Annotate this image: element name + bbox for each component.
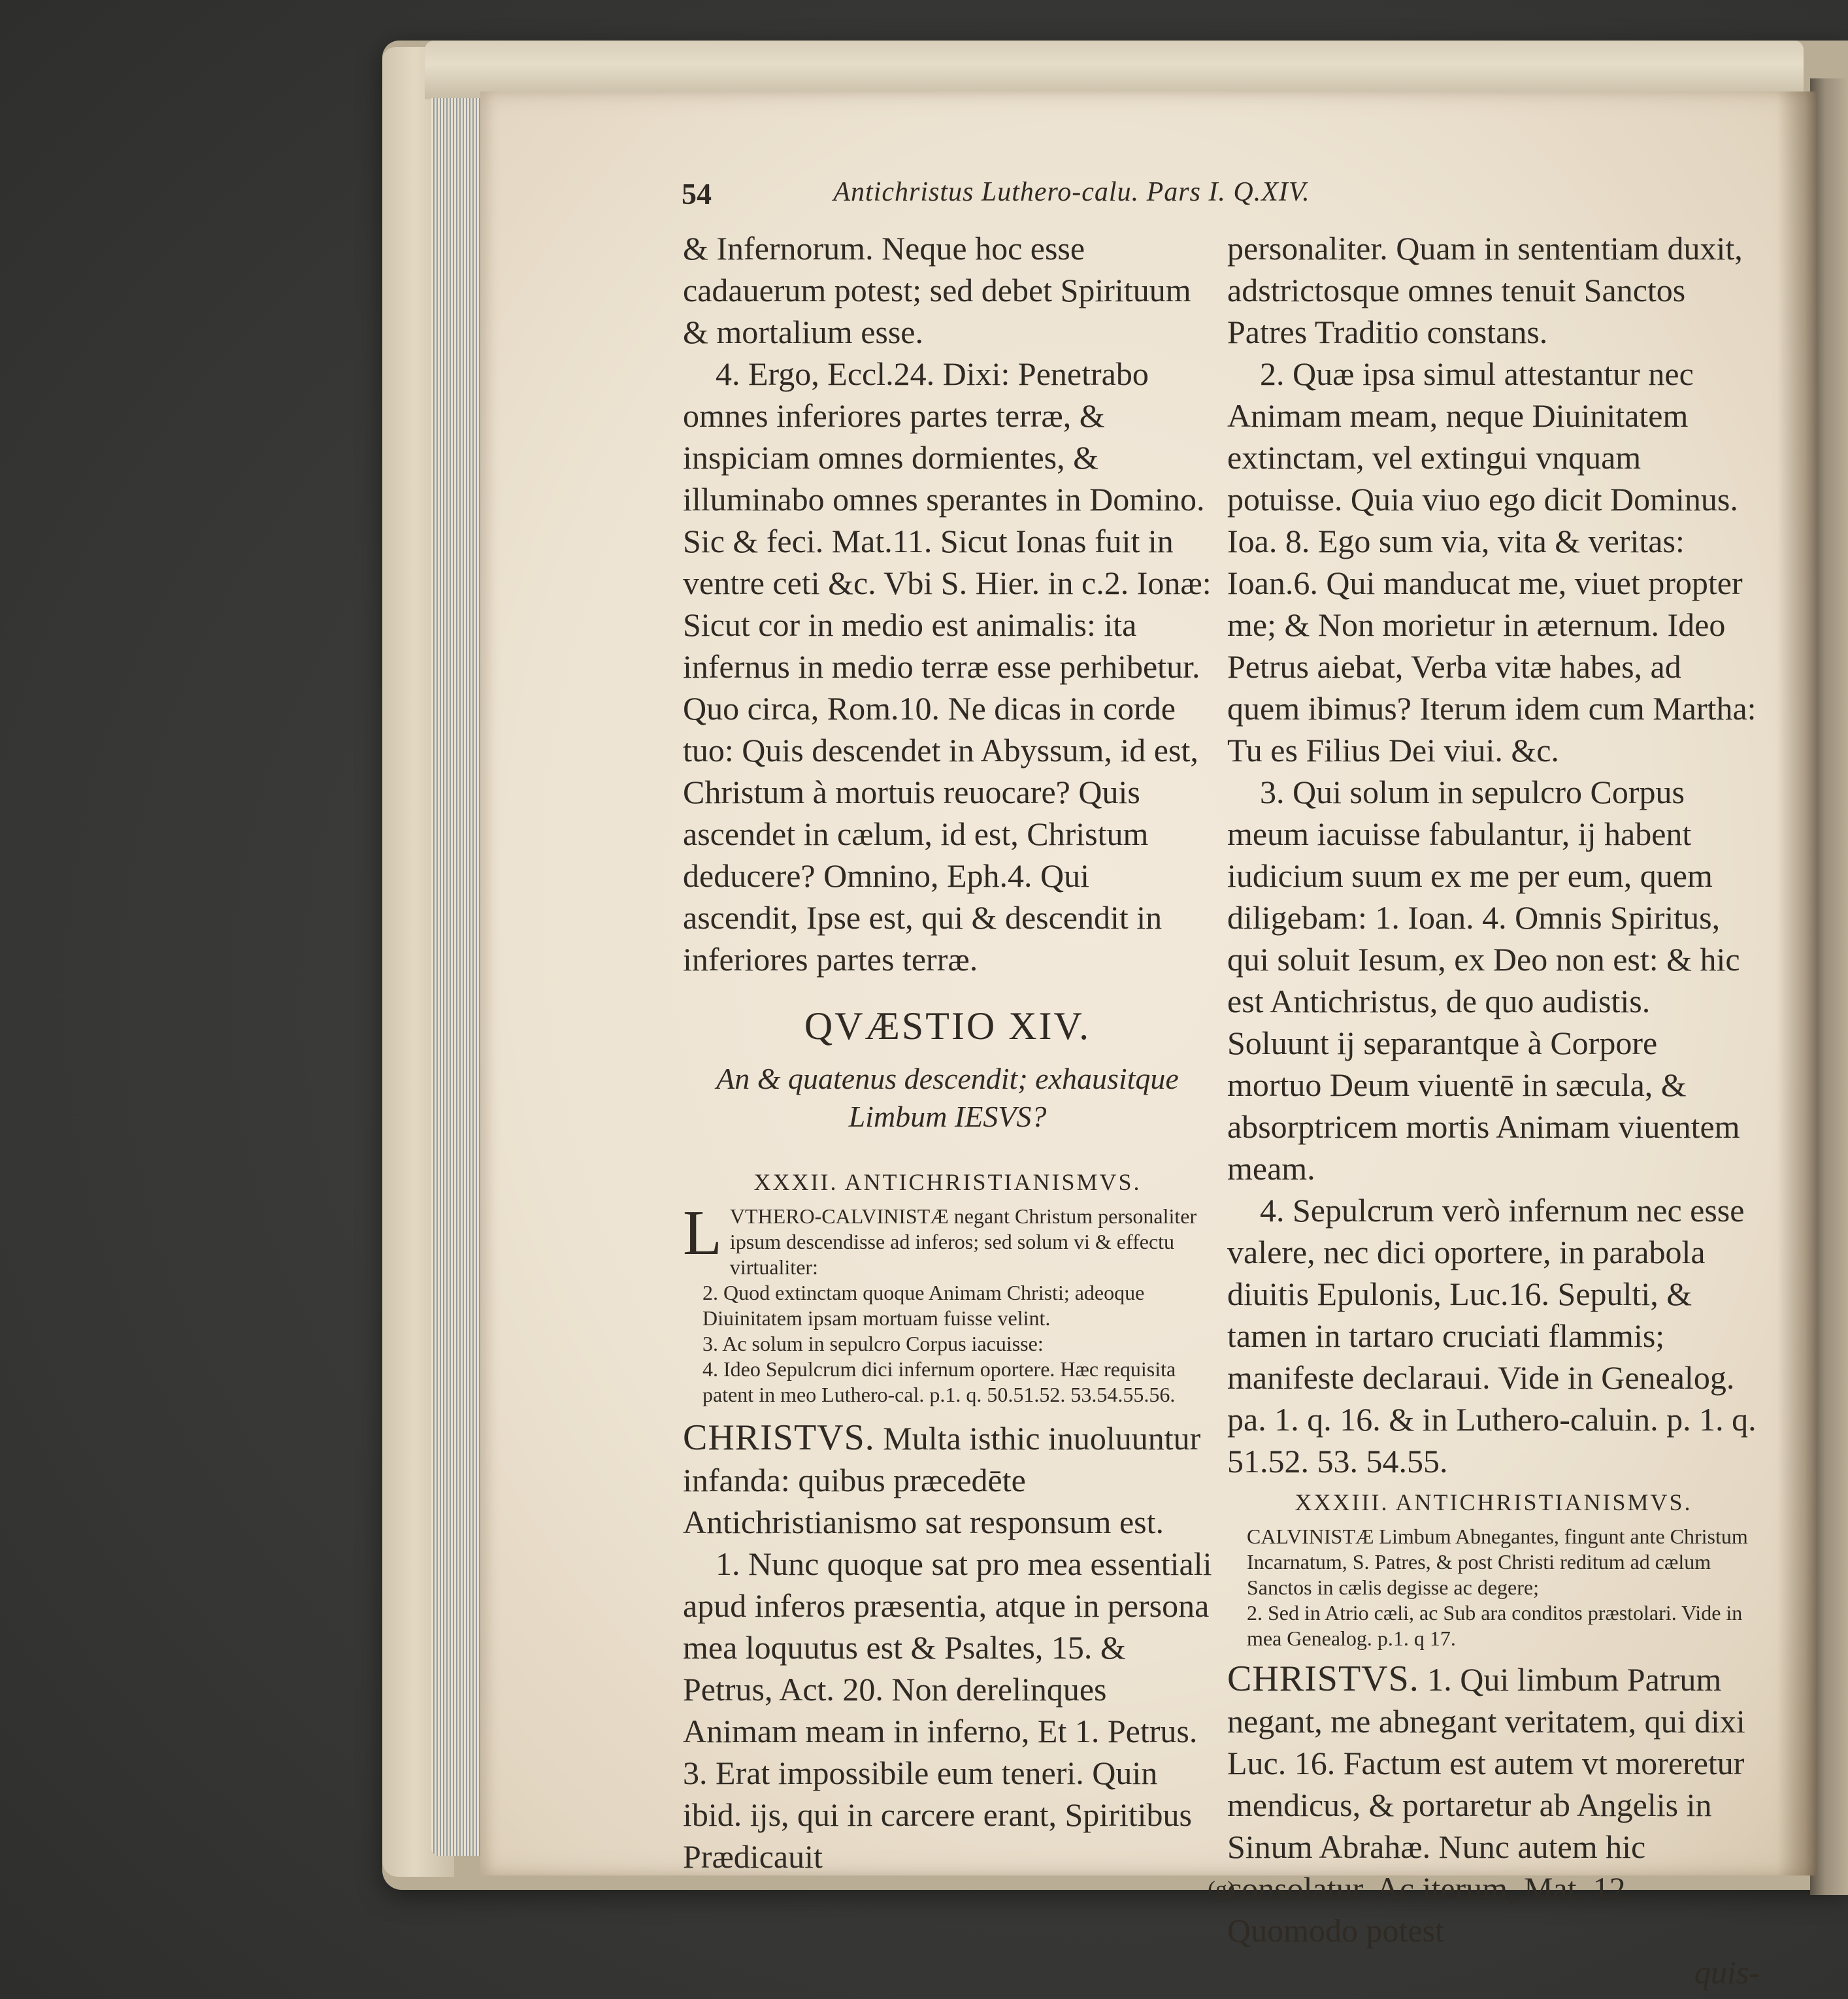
- christus-paragraph: [683, 1417, 1212, 1543]
- question-title: QVÆSTIO XIV.: [804, 1004, 1091, 1048]
- page-number: 54: [682, 177, 712, 210]
- left-paragraph-christus-1: 1. Nunc quoque sat pro mea essentiali apud inferos præsentia, atque in persona mea loquutus est & Psaltes, 15. & Petrus, Act. 20. Non derelinques Animam meam in inferno, Et 1. Petrus. 3. Erat impossibile eum teneri. Quin ibid. ijs, qui in carcere erant, Spiritibus Prædicauit: [683, 1545, 1212, 1875]
- signature-mark: (g): [1208, 1876, 1235, 1902]
- drop-cap: L: [683, 1198, 722, 1268]
- antichristianismus-point-2: 2. Quod extinctam quoque Animam Christi; adeoque Diuinitatem ipsam mortuam fuisse velint.: [702, 1281, 1145, 1330]
- right-paragraph-4: 4. Sepulcrum verò infernum nec esse valere, nec dici oportere, in parabola diuitis Epulonis, Luc.16. Sepulti, & tamen in tartaro cruciati flammis; manifeste declaraui. Vide in Genealog. pa. 1. q. 16. & in Luthero-caluin. p. 1. q. 51.52. 53. 54.55.: [1227, 1192, 1757, 1479]
- antichristianismus-block-2: [1227, 1524, 1760, 1651]
- antichristianismus-block: [683, 1198, 1212, 1408]
- left-paragraph-2: 4. Ergo, Eccl.24. Dixi: Penetrabo omnes inferiores partes terræ, & inspiciam omnes dormientes, & illuminabo omnes sperantes in Domino. Sic & feci. Mat.11. Sicut Ionas fuit in ventre ceti &c. Vbi S. Hier. in c.2. Ionæ: Sicut cor in medio est animalis: ita infernus in medio terræ esse perhibetur. Quo circa, Rom.10. Ne dicas in corde tuo: Quis descendet in Abyssum, id est, Christum à mortuis reuocare? Quis ascendet in cælum, id est, Christum deducere? Omnino, Eph.4. Qui ascendit, Ipse est, qui & descendit in inferiores partes terræ.: [683, 355, 1212, 978]
- antichristianismus-title-2: XXXIII. ANTICHRISTIANISMVS.: [1295, 1489, 1692, 1515]
- left-paragraph-1: & Infernorum. Neque hoc esse cadauerum potest; sed debet Spirituum & mortalium esse.: [683, 230, 1191, 350]
- antichristianismus-2-point-1: CALVINISTÆ Limbum Abnegantes, fingunt ante Christum Incarnatum, S. Patres, & post Christi reditum ad cælum Sanctos in cælis degisse ac degere;: [1247, 1525, 1748, 1599]
- antichristianismus-point-3: 3. Ac solum in sepulcro Corpus iacuisse:: [702, 1332, 1044, 1355]
- book-top-edge: [425, 41, 1804, 99]
- right-paragraph-2: 2. Quæ ipsa simul attestantur nec Animam meam, neque Diuinitatem extinctam, vel extingui vnquam potuisse. Quia viuo ego dicit Dominus. Ioa. 8. Ego sum via, vita & veritas: Ioan.6. Qui manducat me, viuet propter me; & Non morietur in æternum. Ideo Petrus aiebat, Verba vitæ habes, ad quem ibimus? Iterum idem cum Martha: Tu es Filius Dei viui. &c.: [1227, 355, 1757, 768]
- christus-heading: CHRISTVS.: [683, 1417, 875, 1458]
- antichristianismus-title: XXXII. ANTICHRISTIANISMVS.: [753, 1169, 1142, 1195]
- christus-heading-2: CHRISTVS.: [1227, 1659, 1419, 1699]
- antichristianismus-2-point-2: 2. Sed in Atrio cæli, ac Sub ara conditos præstolari. Vide in mea Genealog. p.1. q 17.: [1247, 1601, 1743, 1650]
- right-paragraph-1: personaliter. Quam in sententiam duxit, adstrictosque omnes tenuit Sanctos Patres Traditio constans.: [1227, 230, 1743, 350]
- catchword: quis-: [1694, 1954, 1760, 1991]
- question-subtitle: An & quatenus descendit; exhausitque Limbum IESVS?: [716, 1062, 1179, 1133]
- running-head: Antichristus Luthero-calu. Pars I. Q.XIV.: [833, 177, 1310, 207]
- antichristianismus-point-4: 4. Ideo Sepulcrum dici infernum oportere. Hæc requisita patent in meo Luthero-cal. p.1. q. 50.51.52. 53.54.55.56.: [702, 1357, 1176, 1406]
- christus-paragraph-2: [1227, 1658, 1760, 1951]
- christus-text-2: 1. Qui limbum Patrum negant, me abnegant veritatem, qui dixi Luc. 16. Factum est autem vt moreretur mendicus, & portaretur ab Angelis in Sinum Abrahæ. Nunc autem hic consolatur. Ac iterum, Mat. 12. Quomodo potest: [1227, 1661, 1745, 1949]
- right-paragraph-3: 3. Qui solum in sepulcro Corpus meum iacuisse fabulantur, ij habent iudicium suum ex me per eum, quem diligebam: 1. Ioan. 4. Omnis Spiritus, qui soluit Iesum, ex Deo non est: & hic est Antichristus, de quo audistis. Soluunt ij separantque à Corpore mortuo Deum viuentē in sæcula, & absorptricem mortis Animam viuentem meam.: [1227, 774, 1740, 1187]
- page-gutter: [1777, 91, 1817, 1875]
- page-edges: [431, 98, 484, 1856]
- christus-text: Multa isthic inuoluuntur infanda: quibus præcedēte Antichristianismo sat responsum est.: [683, 1420, 1201, 1540]
- right-column: [1227, 227, 1760, 1993]
- left-column: [683, 227, 1212, 1877]
- antichristianismus-point-1: VTHERO-CALVINISTÆ negant Christum personaliter ipsum descendisse ad inferos; sed solum vi & effectu virtualiter:: [729, 1204, 1197, 1279]
